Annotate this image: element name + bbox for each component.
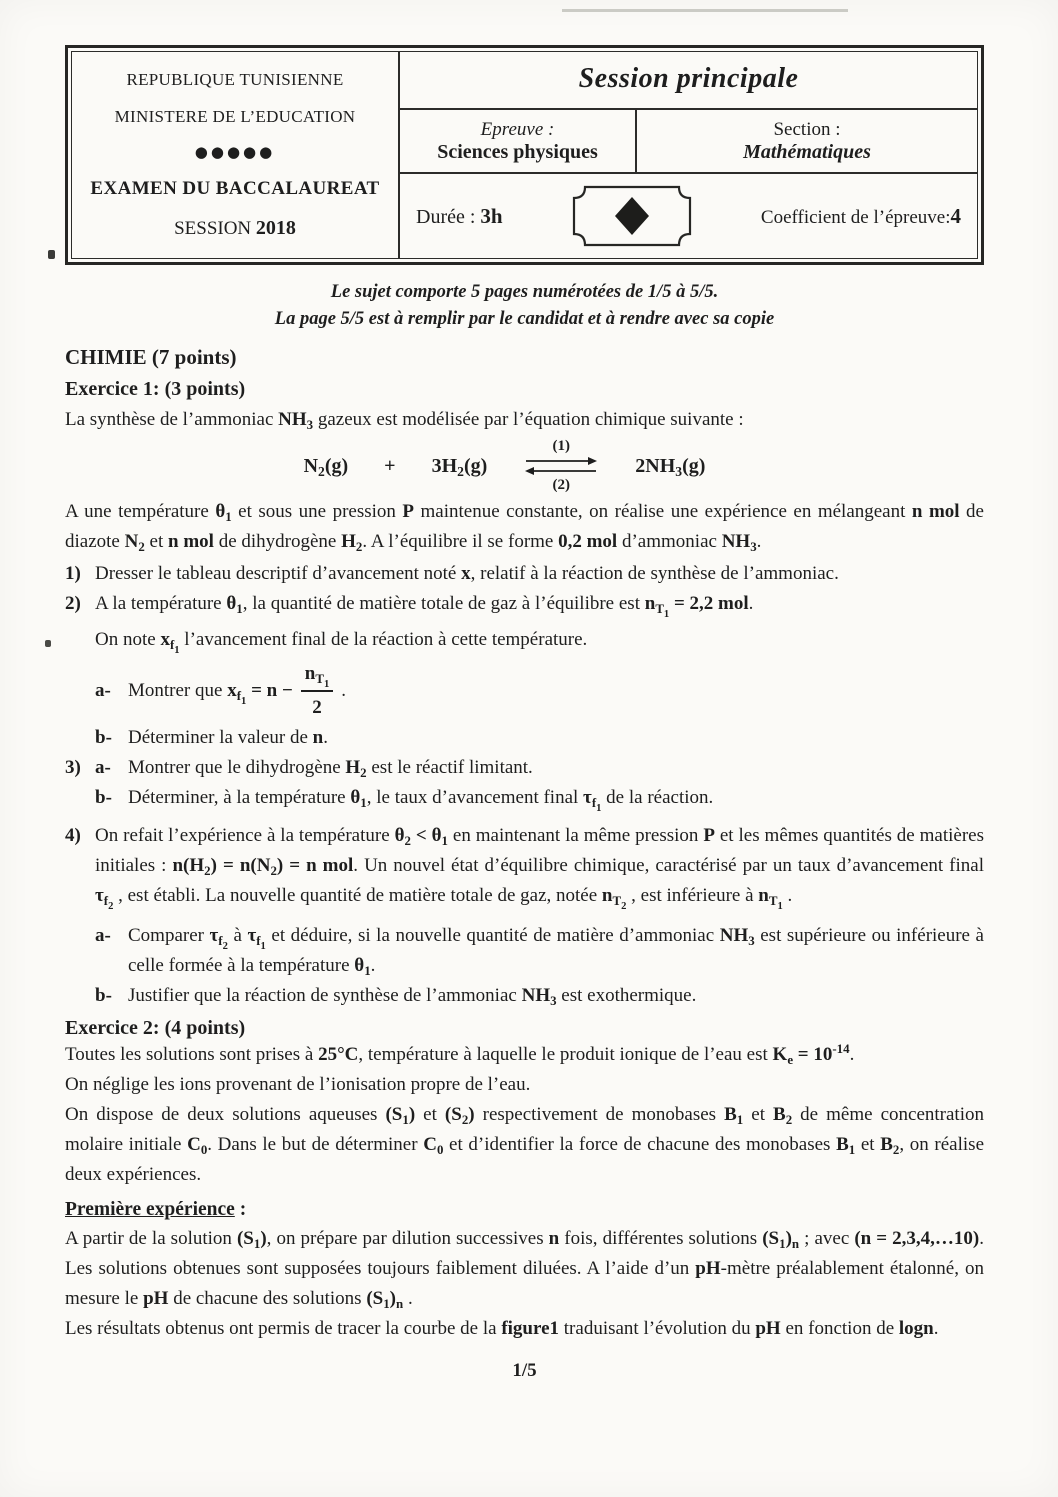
question-4a-text: Comparer $\tau_{f_2}$ à $\tau_{f_1}$ et déduire, si la nouvelle quantité de matière d’ammoniac $NH_3$ est supérieure ou inférieure à celle formée à la température $\theta_1$. — [128, 925, 984, 978]
coefficient-value: 4 — [950, 203, 961, 228]
exercice1-intro: La synthèse de l’ammoniac $NH_3$ gazeux est modélisée par l’équation chimique suivante : — [65, 409, 744, 432]
premiere-experience-title: Première expérience : — [65, 1199, 247, 1220]
exercice2-para3: On dispose de deux solutions aqueuses $(S_1)$ et $(S_2)$ respectivement de monobases $B_1$ et $B_2$ de même concentration molaire initiale $C_0$. Dans le but de déterminer $C_0$ et d’identifier la force de chacune des monobases $B_1$ et $B_2$, on réalise deux expériences. — [65, 1104, 985, 1185]
question-1 — [65, 559, 984, 589]
question-2-text: A la température $\theta_1$, la quantité de matière totale de gaz à l’équilibre est $n_{T_1} = 2,2$ mol. — [95, 593, 754, 621]
fraction-numerator: $n_{T_1}$ — [304, 663, 330, 691]
duree-label: Durée : — [416, 205, 481, 228]
question-4b — [95, 981, 984, 1011]
question-4-text: On refait l’expérience à la température $\theta_2 < \theta_1$ en maintenant la même pression P et les mêmes quantités de matières initiales : $n(H_2) = n(N_2) = n$ mol. Un nouvel état d’équilibre chimique, caractérisé par un taux d’avancement final $\tau_{f_2}$ , est établi. La nouvelle quantité de matière totale de gaz, notée $n_{T_2}$ , est inférieure à $n_{T_1}$ . — [95, 825, 985, 913]
coefficient — [761, 204, 961, 229]
equation-product: $2NH_3(g)$ — [635, 454, 706, 479]
fraction — [301, 659, 333, 723]
duree-value: 3h — [480, 203, 503, 228]
formula-before: Montrer que $x_{f_1} = n$ − — [128, 680, 293, 708]
chemical-equation — [65, 437, 944, 495]
institution-ministry: MINISTERE DE L’EDUCATION — [114, 106, 356, 126]
question-1-number: 1) — [65, 563, 81, 584]
exercice1-title: Exercice 1: (3 points) — [65, 378, 246, 400]
question-2-number: 2) — [65, 593, 81, 614]
premiere-experience-para2: Les résultats obtenus ont permis de tracer la courbe de la figure1 traduisant l’évolution du pH en fonction de logn. — [65, 1318, 939, 1339]
exam-header — [65, 45, 984, 265]
question-1-text: Dresser le tableau descriptif d’avancement noté x, relatif à la réaction de synthèse de l’ammoniac. — [95, 563, 839, 584]
section-cell — [637, 110, 977, 172]
question-4b-text: Justifier que la réaction de synthèse de l’ammoniac $NH_3$ est exothermique. — [128, 985, 697, 1008]
question-2a — [95, 659, 984, 723]
question-3b — [65, 783, 984, 813]
dots-separator-icon: ●●●●● — [194, 143, 276, 162]
header-institution — [72, 52, 400, 258]
diamond-badge — [567, 183, 697, 249]
question-3b-text: Déterminer, à la température $\theta_1$, le taux d’avancement final $\tau_{f_1}$ de la réaction. — [128, 787, 714, 815]
epreuve-section-row — [400, 110, 977, 174]
subject-notice — [65, 279, 984, 333]
exam-title: EXAMEN DU BACCALAUREAT — [90, 178, 380, 200]
exam-header-inner — [71, 51, 978, 259]
header-right — [400, 52, 977, 258]
premiere-experience-para1: A partir de la solution $(S_1)$, on prépare par dilution successives n fois, différentes solutions $(S_1)_n$ ; avec (n = 2,3,4,…10). Les solutions obtenues sont supposées toujours faiblement diluées. A l’aide d’un pH-mètre préalablement étalonné, on mesure le pH de chacune des solutions $(S_1)_n$ . — [65, 1228, 984, 1311]
arrow-bottom-label: (2) — [552, 477, 571, 493]
exercice2-para2: On néglige les ions provenant de l’ionisation propre de l’eau. — [65, 1074, 531, 1095]
question-2b-label: b- — [95, 727, 112, 748]
epreuve-value: Sciences physiques — [437, 140, 598, 163]
question-2-note: On note $x_{f_1}$ l’avancement final de la réaction à cette température. — [95, 629, 588, 657]
question-4a — [95, 921, 984, 981]
epreuve-cell — [400, 110, 637, 172]
question-2a-formula — [128, 659, 984, 723]
question-3-number: 3) — [65, 757, 81, 778]
coefficient-label: Coefficient de l’épreuve: — [760, 206, 951, 228]
question-4b-label: b- — [95, 985, 112, 1006]
session-year — [78, 217, 392, 240]
chimie-title: CHIMIE (7 points) — [65, 345, 237, 369]
institution-country: REPUBLIQUE TUNISIENNE — [126, 70, 344, 90]
session-title: Session principale — [400, 52, 977, 110]
question-2b-text: Déterminer la valeur de n. — [128, 727, 328, 748]
question-4a-label: a- — [95, 925, 111, 946]
question-3a-label: a- — [95, 757, 111, 778]
scan-artifact — [48, 250, 55, 259]
exercice1-para1: A une température $\theta_1$ et sous une pression P maintenue constante, on réalise une expérience en mélangeant n mol de diazote $N_2$ et n mol de dihydrogène $H_2$. A l’équilibre il se forme 0,2 mol d’ammoniac $NH_3$. — [65, 501, 984, 554]
section-label: Section : — [773, 118, 841, 140]
session-year-value: 2018 — [255, 216, 296, 239]
question-2a-label: a- — [95, 680, 111, 701]
fraction-denominator: 2 — [312, 697, 322, 718]
question-3a-text: Montrer que le dihydrogène $H_2$ est le réactif limitant. — [128, 757, 533, 780]
section-value: Mathématiques — [743, 140, 871, 163]
notice-line-1: Le sujet comporte 5 pages numérotées de 1/5 à 5/5. — [330, 282, 719, 302]
question-3b-spacer — [65, 783, 95, 813]
duree — [416, 204, 503, 229]
question-2 — [65, 589, 984, 619]
exercice2-para1: Toutes les solutions sont prises à 25°C, température à laquelle le produit ionique de l’eau est $K_e = 10^{-14}$. — [65, 1040, 855, 1067]
exercice2-title: Exercice 2: (4 points) — [65, 1017, 246, 1039]
arrow-top-label: (1) — [552, 438, 571, 454]
session-prefix: SESSION — [174, 217, 256, 239]
notice-line-2: La page 5/5 est à remplir par le candidat et à rendre avec sa copie — [274, 309, 775, 329]
equation-reactant-1: $N_2(g)$ — [303, 454, 349, 479]
equilibrium-arrows-icon — [523, 455, 599, 477]
scan-artifact — [45, 640, 51, 647]
diamond-icon — [615, 197, 649, 235]
page-number: 1/5 — [512, 1360, 537, 1381]
plus-sign: + — [384, 454, 396, 477]
header-bottom-row — [400, 174, 977, 258]
formula-after: . — [341, 680, 347, 701]
equation-reactant-2: $3H_2(g)$ — [431, 454, 488, 479]
question-3b-label: b- — [95, 787, 112, 808]
epreuve-label: Epreuve : — [480, 118, 555, 140]
question-2b — [95, 723, 984, 753]
question-4-number: 4) — [65, 825, 81, 846]
question-3a — [65, 753, 984, 783]
question-4 — [65, 821, 984, 911]
equilibrium-arrows — [523, 439, 599, 493]
scan-artifact — [562, 9, 848, 12]
